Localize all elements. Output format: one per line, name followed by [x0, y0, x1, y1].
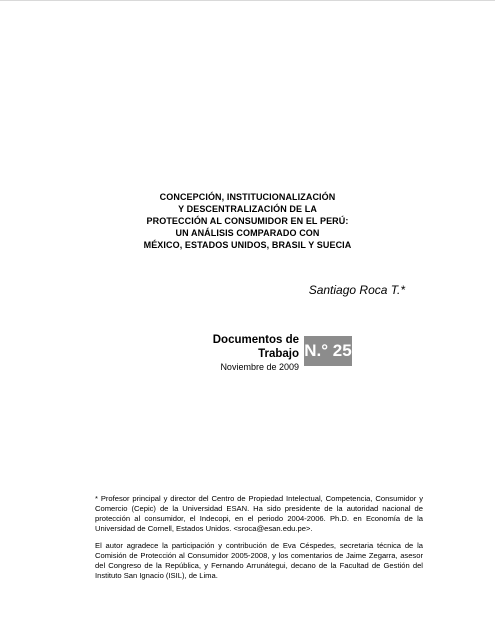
acknowledgements-footnote: El autor agradece la participación y contribución de Eva Céspedes, secretaria técnica de la Comisión de Protección al Consumidor 2005-2008, y los comentarios de Jaime Zegarra, asesor del Congreso de la República, y Fernando Arrunátegui, decano de la Facultad de Gestión del Instituto San Ignacio (ISIL), de Lima.	[95, 541, 423, 580]
series-name-line-1: Documentos de	[212, 334, 299, 346]
title-line-4: UN ANÁLISIS COMPARADO CON	[175, 228, 320, 238]
document-number-badge: N.° 25	[304, 336, 352, 366]
title-line-3: PROTECCIÓN AL CONSUMIDOR EN EL PERÚ:	[146, 216, 349, 226]
title-line-2: Y DESCENTRALIZACIÓN DE LA	[178, 204, 317, 214]
author-footnote: * Profesor principal y director del Centro de Propiedad Intelectual, Competencia, Consumidor y Comercio (Cepic) de la Universidad ESAN. Ha sido presidente de la autoridad nacional de protección al consumidor, el Indecopi, en el periodo 2004-2006. Ph.D. en Economía de la Universidad de Cornell, Estados Unidos. <sroca@esan.edu.pe>.	[95, 494, 423, 533]
author-name: Santiago Roca T.*	[308, 283, 405, 297]
page-top-border	[0, 0, 495, 1]
series-date: Noviembre de 2009	[220, 362, 299, 372]
document-title	[100, 191, 395, 251]
title-line-5: MÉXICO, ESTADOS UNIDOS, BRASIL Y SUECIA	[143, 240, 352, 250]
series-block	[200, 334, 299, 373]
series-name-line-2: Trabajo	[258, 347, 299, 360]
title-line-1: CONCEPCIÓN, INSTITUCIONALIZACIÓN	[159, 192, 336, 202]
